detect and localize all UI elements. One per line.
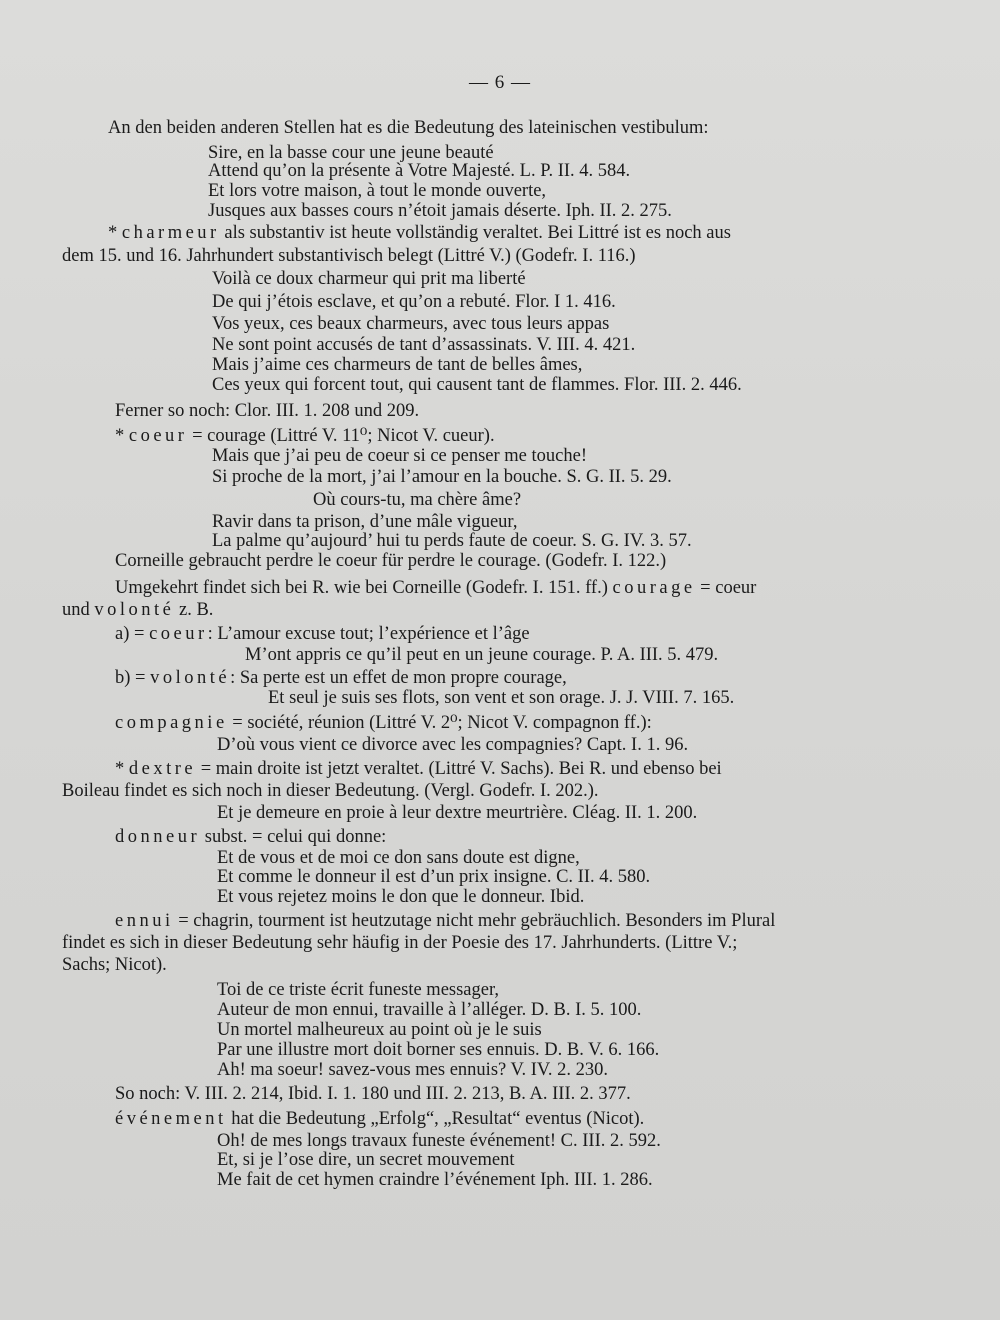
lemma-term: volonté <box>150 668 231 688</box>
line-prefix: a) = <box>115 624 150 644</box>
text-line <box>62 781 599 801</box>
line-text: Ne sont point accusés de tant d’assassinats. V. III. 4. 421. <box>212 335 636 355</box>
text-line <box>217 1060 608 1080</box>
line-text: Et de vous et de moi ce don sans doute est digne, <box>217 848 580 868</box>
text-line <box>108 223 731 243</box>
line-text: Sire, en la basse cour une jeune beauté <box>208 143 494 163</box>
line-text: Où cours-tu, ma chère âme? <box>313 490 522 510</box>
lemma-term: compagnie <box>115 713 228 733</box>
line-text: Corneille gebraucht perdre le coeur für perdre le courage. (Godefr. I. 122.) <box>115 551 667 571</box>
lemma-term: ennui <box>115 911 174 931</box>
line-text: Et lors votre maison, à tout le monde ouverte, <box>208 181 547 201</box>
line-text: Vos yeux, ces beaux charmeurs, avec tous leurs appas <box>212 314 610 334</box>
lemma-term: courage <box>612 578 696 598</box>
line-text: Voilà ce doux charmeur qui prit ma liberté <box>212 269 526 289</box>
line-text: = chagrin, tourment ist heutzutage nicht mehr gebräuchlich. Besonders im Plural <box>173 911 776 931</box>
text-line <box>212 335 635 355</box>
line-text: : L’amour excuse tout; l’expérience et l’âge <box>207 624 530 644</box>
line-suffix: z. B. <box>174 600 214 620</box>
line-text: = société, réunion (Littré V. 2⁰; Nicot V. compagnon ff.): <box>227 713 652 733</box>
text-line <box>217 1020 542 1040</box>
text-line <box>217 867 650 887</box>
text-line <box>212 314 609 334</box>
line-text: Ravir dans ta prison, d’une mâle vigueur, <box>212 512 518 532</box>
text-line <box>217 1131 661 1151</box>
line-text: hat die Bedeutung „Erfolg“, „Resultat“ eventus (Nicot). <box>226 1109 645 1129</box>
line-text: Ferner so noch: Clor. III. 1. 208 und 209. <box>115 401 420 421</box>
text-line <box>115 551 666 571</box>
line-text: : Sa perte est un effet de mon propre courage, <box>230 668 567 688</box>
line-text: Mais que j’ai peu de coeur si ce penser me touche! <box>212 446 587 466</box>
text-line <box>115 578 756 598</box>
line-text: Un mortel malheureux au point où je le suis <box>217 1020 542 1040</box>
text-line <box>108 118 709 138</box>
text-line <box>115 426 495 446</box>
line-text: = main droite ist jetzt veraltet. (Littré V. Sachs). Bei R. und ebenso bei <box>196 759 722 779</box>
line-text: dem 15. und 16. Jahrhundert substantivisch belegt (Littré V.) (Godefr. I. 116.) <box>62 246 636 266</box>
line-text: Auteur de mon ennui, travaille à l’alléger. D. B. I. 5. 100. <box>217 1000 642 1020</box>
text-line <box>62 955 167 975</box>
text-line <box>208 161 630 181</box>
line-text: Sachs; Nicot). <box>62 955 167 975</box>
line-text: = courage (Littré V. 11⁰; Nicot V. cueur). <box>187 426 495 446</box>
line-prefix: * <box>115 426 129 446</box>
text-line <box>115 1109 644 1129</box>
text-line <box>115 624 530 644</box>
text-line <box>217 1150 514 1170</box>
line-prefix: b) = <box>115 668 151 688</box>
line-text: und <box>62 600 95 620</box>
line-prefix: * <box>108 223 122 243</box>
line-text: Ces yeux qui forcent tout, qui causent tant de flammes. Flor. III. 2. 446. <box>212 375 742 395</box>
line-text: An den beiden anderen Stellen hat es die Bedeutung des lateinischen vestibulum: <box>108 118 709 138</box>
text-line <box>115 827 386 847</box>
text-line <box>212 292 616 312</box>
line-text: Par une illustre mort doit borner ses ennuis. D. B. V. 6. 166. <box>217 1040 660 1060</box>
line-text: Attend qu’on la présente à Votre Majesté. L. P. II. 4. 584. <box>208 161 631 181</box>
text-line <box>212 467 672 487</box>
line-text: Et je demeure en proie à leur dextre meurtrière. Cléag. II. 1. 200. <box>217 803 698 823</box>
line-text: subst. = celui qui donne: <box>200 827 387 847</box>
text-line <box>313 490 521 510</box>
text-line <box>115 668 567 688</box>
text-line <box>212 531 692 551</box>
line-text: La palme qu’aujourd’ hui tu perds faute de coeur. S. G. IV. 3. 57. <box>212 531 692 551</box>
text-line <box>212 269 526 289</box>
lemma-term: coeur <box>149 624 208 644</box>
line-text: Si proche de la mort, j’ai l’amour en la bouche. S. G. II. 5. 29. <box>212 467 672 487</box>
text-line <box>217 887 584 907</box>
line-text: Oh! de mes longs travaux funeste événement! C. III. 2. 592. <box>217 1131 661 1151</box>
text-line <box>217 735 688 755</box>
line-text: als substantiv ist heute vollständig veraltet. Bei Littré ist es noch aus <box>219 223 731 243</box>
line-text: De qui j’étois esclave, et qu’on a rebuté. Flor. I 1. 416. <box>212 292 616 312</box>
line-text: M’ont appris ce qu’il peut en un jeune courage. P. A. III. 5. 479. <box>245 645 719 665</box>
line-text: So noch: V. III. 2. 214, Ibid. I. 1. 180 und III. 2. 213, B. A. III. 2. 377. <box>115 1084 631 1104</box>
line-text: Mais j’aime ces charmeurs de tant de belles âmes, <box>212 355 583 375</box>
lemma-term: charmeur <box>121 223 220 243</box>
line-suffix: = coeur <box>695 578 757 598</box>
line-text: Umgekehrt findet sich bei R. wie bei Corneille (Godefr. I. 151. ff.) <box>115 578 613 598</box>
line-text: D’où vous vient ce divorce avec les compagnies? Capt. I. 1. 96. <box>217 735 689 755</box>
lemma-term: événement <box>115 1109 227 1129</box>
text-line <box>115 1084 631 1104</box>
text-line <box>212 375 742 395</box>
text-line <box>62 246 636 266</box>
line-text: Toi de ce triste écrit funeste messager, <box>217 980 500 1000</box>
text-line <box>217 803 697 823</box>
line-text: Et comme le donneur il est d’un prix insigne. C. II. 4. 580. <box>217 867 651 887</box>
line-text: Ah! ma soeur! savez-vous mes ennuis? V. IV. 2. 230. <box>217 1060 609 1080</box>
text-line <box>208 201 672 221</box>
text-line <box>212 512 517 532</box>
text-line <box>208 181 546 201</box>
lemma-term: coeur <box>128 426 188 446</box>
text-line <box>62 933 737 953</box>
page-number: — 6 — <box>469 72 531 93</box>
text-line <box>217 1000 641 1020</box>
line-text: Et seul je suis ses flots, son vent et son orage. J. J. VIII. 7. 165. <box>268 688 735 708</box>
line-text: Et, si je l’ose dire, un secret mouvement <box>217 1150 515 1170</box>
text-line <box>245 645 718 665</box>
line-text: Et vous rejetez moins le don que le donneur. Ibid. <box>217 887 585 907</box>
line-text: findet es sich in dieser Bedeutung sehr häufig in der Poesie des 17. Jahrhunderts. (Littre V.; <box>62 933 738 953</box>
text-line <box>217 1170 653 1190</box>
text-line <box>212 446 587 466</box>
text-line <box>212 355 582 375</box>
text-line <box>268 688 734 708</box>
text-line <box>115 759 722 779</box>
line-prefix: * <box>115 759 129 779</box>
text-line <box>208 143 494 163</box>
text-line <box>115 401 419 421</box>
text-line <box>115 911 775 931</box>
line-text: Jusques aux basses cours n’étoit jamais déserte. Iph. II. 2. 275. <box>208 201 672 221</box>
text-line <box>217 1040 659 1060</box>
line-text: Boileau findet es sich noch in dieser Bedeutung. (Vergl. Godefr. I. 202.). <box>62 781 599 801</box>
text-line <box>217 980 499 1000</box>
lemma-term: dextre <box>128 759 197 779</box>
line-text: Me fait de cet hymen craindre l’événement Iph. III. 1. 286. <box>217 1170 653 1190</box>
lemma-term: donneur <box>115 827 201 847</box>
lemma-term: volonté <box>94 600 175 620</box>
text-line <box>217 848 580 868</box>
text-line <box>62 600 213 620</box>
text-line <box>115 713 652 733</box>
